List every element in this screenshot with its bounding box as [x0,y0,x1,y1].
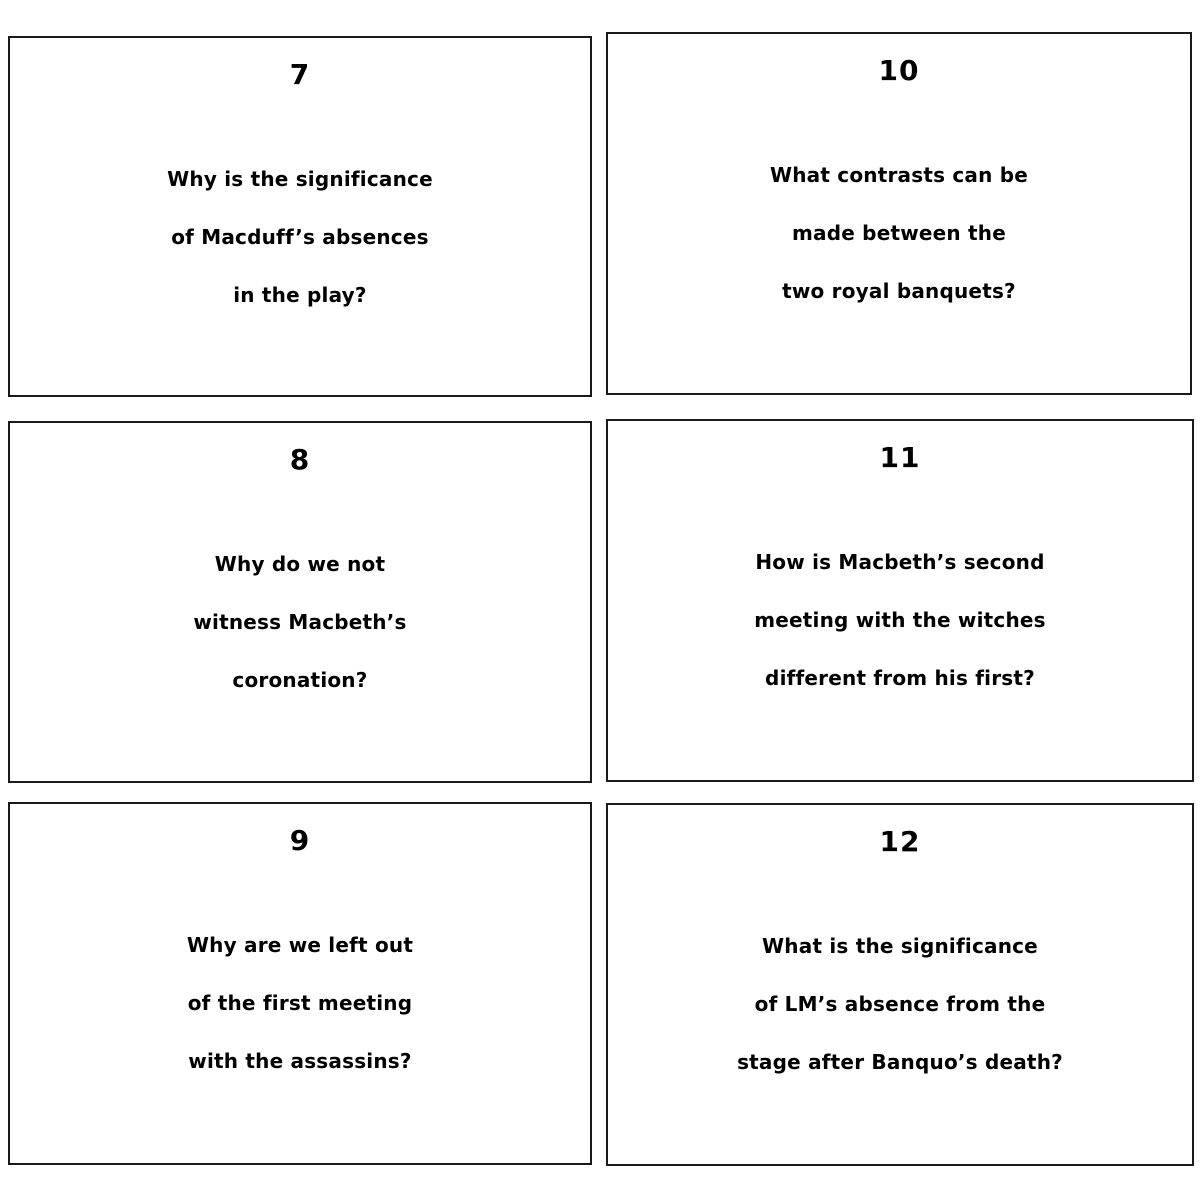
card-number: 12 [879,825,921,858]
question-line: witness Macbeth’s [193,610,407,634]
question-line: How is Macbeth’s second [755,550,1045,574]
question-line: of Macduff’s absences [171,225,429,249]
question-line: Why is the significance [167,167,433,191]
card-question [608,146,1190,320]
card-question [608,533,1192,707]
question-line: made between the [792,221,1006,245]
question-line: What contrasts can be [769,163,1029,187]
question-line: coronation? [232,668,368,692]
question-card-11 [606,419,1194,782]
card-number: 7 [289,58,311,91]
question-line: Why are we left out [186,933,414,957]
card-number: 10 [878,54,920,87]
card-number: 9 [289,824,311,857]
question-card-8 [8,421,592,783]
question-line: two royal banquets? [782,279,1016,303]
question-line: Why do we not [214,552,386,576]
question-line: of LM’s absence from the [754,992,1046,1016]
card-number: 8 [289,443,311,476]
card-question [10,150,590,324]
card-question [608,917,1192,1091]
card-number: 11 [879,441,921,474]
question-line: different from his first? [765,666,1035,690]
question-card-9 [8,802,592,1165]
question-card-10 [606,32,1192,395]
question-line: meeting with the witches [754,608,1046,632]
card-question [10,916,590,1090]
card-question [10,535,590,709]
question-line: What is the significance [762,934,1038,958]
question-line: in the play? [233,283,367,307]
question-card-12 [606,803,1194,1166]
question-line: of the first meeting [187,991,413,1015]
question-line: with the assassins? [188,1049,412,1073]
question-card-7 [8,36,592,397]
question-line: stage after Banquo’s death? [737,1050,1063,1074]
